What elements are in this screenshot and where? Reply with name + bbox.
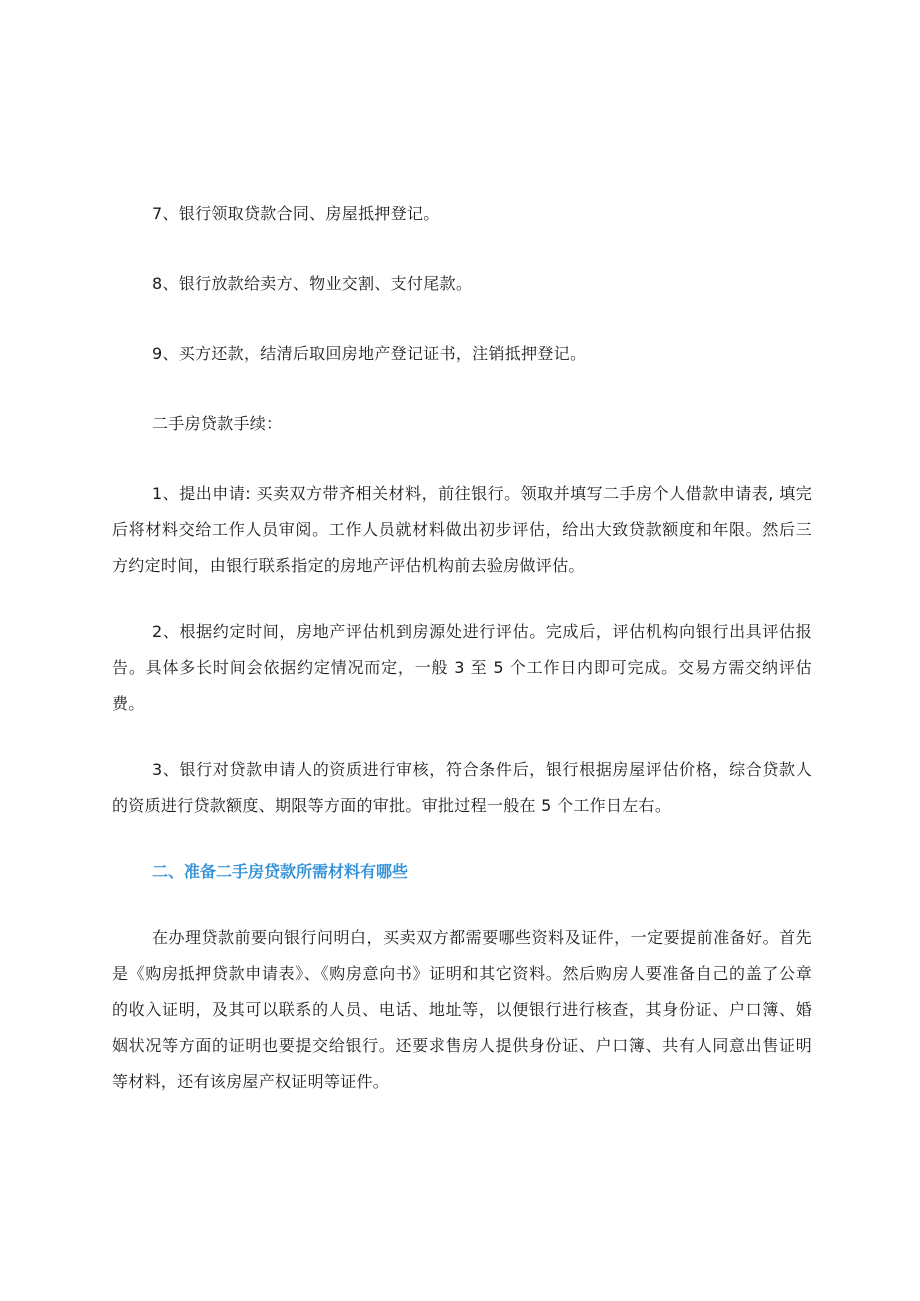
procedure-heading: 二手房贷款手续： (152, 414, 283, 433)
step-7: 7、银行领取贷款合同、房屋抵押登记。 (152, 204, 440, 223)
document-page (112, 196, 812, 1130)
procedure-step-2: 2、根据约定时间，房地产评估机到房源处进行评估。完成后，评估机构向银行出具评估报告。具体多长时间会依据约定情况而定，一般 3 至 5 个工作日内即可完成。交易方需交纳评估费。 (112, 622, 812, 713)
step-8: 8、银行放款给卖方、物业交割、支付尾款。 (152, 274, 473, 293)
section-title: 二、准备二手房贷款所需材料有哪些 (152, 862, 409, 881)
procedure-step-1: 1、提出申请: 买卖双方带齐相关材料，前往银行。领取并填写二手房个人借款申请表, 填完后将材料交给工作人员审阅。工作人员就材料做出初步评估，给出大致贷款额度和年限。然后三方约定时间，由银行联系指定的房地产评估机构前去验房做评估。 (112, 484, 812, 575)
section-body: 在办理贷款前要向银行问明白，买卖双方都需要哪些资料及证件，一定要提前准备好。首先是《购房抵押贷款申请表》、《购房意向书》证明和其它资料。然后购房人要准备自己的盖了公章的收入证明，及其可以联系的人员、电话、地址等，以便银行进行核查，其身份证、户口簿、婚姻状况等方面的证明也要提交给银行。还要求售房人提供身份证、户口簿、共有人同意出售证明等材料，还有该房屋产权证明等证件。 (112, 928, 812, 1091)
procedure-step-3: 3、银行对贷款申请人的资质进行审核，符合条件后，银行根据房屋评估价格，综合贷款人的资质进行贷款额度、期限等方面的审批。审批过程一般在 5 个工作日左右。 (112, 760, 812, 815)
step-9: 9、买方还款，结清后取回房地产登记证书，注销抵押登记。 (152, 344, 587, 363)
